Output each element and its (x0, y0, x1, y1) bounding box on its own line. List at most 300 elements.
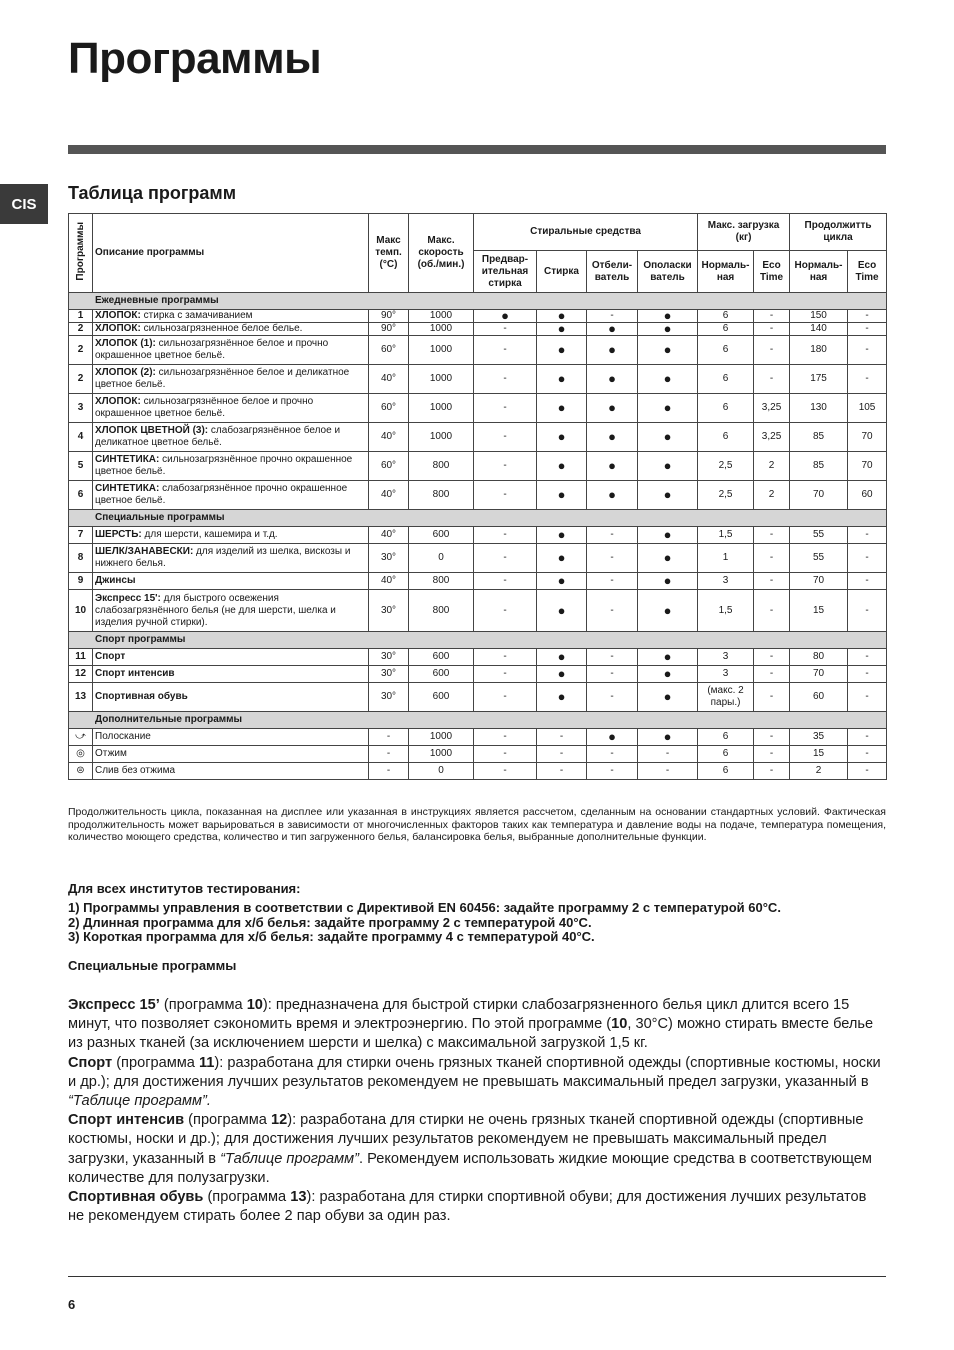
table-row (69, 746, 887, 763)
table-row (69, 527, 887, 544)
table-row (69, 323, 887, 336)
load-normal-cell: 3 (698, 649, 754, 666)
program-name: ШЕРСТЬ: (95, 529, 142, 540)
duration-eco-cell: - (848, 666, 887, 683)
bleach-cell: ● (587, 394, 638, 423)
speed-cell: 600 (409, 683, 474, 712)
load-eco-cell: - (754, 729, 790, 746)
header-duration: Продолжитть цикла (790, 214, 887, 251)
load-eco-cell: - (754, 590, 790, 632)
table-row (69, 481, 887, 510)
program-description (93, 763, 369, 780)
prewash-cell: - (474, 365, 537, 394)
header-max-speed: Макс. скорость (об./мин.) (409, 214, 474, 293)
temp-cell: 40° (369, 573, 409, 590)
program-number: 6 (69, 481, 93, 510)
prewash-cell: - (474, 336, 537, 365)
testing-list (68, 901, 781, 945)
wash-cell: ● (537, 452, 587, 481)
bleach-cell: ● (587, 365, 638, 394)
header-wash: Стирка (537, 251, 587, 293)
program-number: 7 (69, 527, 93, 544)
temp-cell: 60° (369, 336, 409, 365)
speed-cell: 1000 (409, 394, 474, 423)
program-text: для быстрого освежения слабозагрязнённого белья (не для шерсти, шелка и изделия ручной стирки). (95, 592, 336, 628)
table-row (69, 573, 887, 590)
prewash-cell: - (474, 452, 537, 481)
temp-cell: - (369, 763, 409, 780)
duration-footnote: Продолжительность цикла, показанная на дисплее или указанная в инструкциях является рассчетом, сделанным на основании стандартных условий. Фактическая продолжительность может варьироваться в зависимости от многочисленных факторов таких как температура и давление воды на подаче, температура помещения, количество моющего средства, количество и тип загруженного белья, балансировка белья, выбранные дополнительные функции. (68, 806, 886, 844)
program-description (93, 573, 369, 590)
section-row (69, 293, 887, 310)
program-number: 12 (69, 666, 93, 683)
duration-eco-cell: - (848, 649, 887, 666)
duration-eco-cell: - (848, 310, 887, 323)
speed-cell: 600 (409, 649, 474, 666)
temp-cell: 40° (369, 527, 409, 544)
duration-normal-cell: 85 (790, 423, 848, 452)
speed-cell: 1000 (409, 746, 474, 763)
bleach-cell: ● (587, 729, 638, 746)
load-normal-cell: 2,5 (698, 481, 754, 510)
table-section-title: Таблица программ (68, 183, 237, 203)
section-row (69, 712, 887, 729)
softener-cell: ● (638, 423, 698, 452)
softener-cell: ● (638, 683, 698, 712)
load-normal-cell: 6 (698, 365, 754, 394)
wash-cell: ● (537, 423, 587, 452)
program-description (93, 746, 369, 763)
duration-eco-cell: - (848, 323, 887, 336)
load-normal-cell: (макс. 2 пары.) (698, 683, 754, 712)
table-row (69, 365, 887, 394)
duration-normal-cell: 60 (790, 683, 848, 712)
program-number: 10 (69, 590, 93, 632)
program-text: слабозагрязнённое белое и деликатное цветное бельё. (95, 425, 341, 448)
program-symbol-icon: ◎ (69, 746, 93, 763)
wash-cell: ● (537, 336, 587, 365)
speed-cell: 1000 (409, 336, 474, 365)
prewash-cell: - (474, 573, 537, 590)
bleach-cell: - (587, 666, 638, 683)
program-text: сильнозагрязнённое белое и прочно окрашенное цветное бельё. (95, 396, 314, 419)
wash-cell: - (537, 763, 587, 780)
duration-normal-cell: 140 (790, 323, 848, 336)
section-label: Ежедневные программы (69, 293, 887, 310)
program-number: 2 (69, 365, 93, 394)
wash-cell: ● (537, 649, 587, 666)
testing-item: 3) Короткая программа для х/б белья: задайте программу 4 с температурой 40°C. (68, 929, 595, 944)
softener-cell: ● (638, 666, 698, 683)
duration-eco-cell: 60 (848, 481, 887, 510)
bleach-cell: - (587, 649, 638, 666)
speed-cell: 1000 (409, 729, 474, 746)
temp-cell: 90° (369, 323, 409, 336)
wash-cell: ● (537, 323, 587, 336)
header-prewash: Предвар-ительная стирка (474, 251, 537, 293)
program-name: ХЛОПОК (1): (95, 338, 156, 349)
special-programs-text (68, 996, 886, 1226)
prewash-cell: - (474, 666, 537, 683)
softener-cell: ● (638, 527, 698, 544)
header-dur-eco: Eco Time (848, 251, 887, 293)
table-row (69, 649, 887, 666)
duration-normal-cell: 130 (790, 394, 848, 423)
load-eco-cell: - (754, 544, 790, 573)
speed-cell: 600 (409, 666, 474, 683)
header-detergents: Стиральные средства (474, 214, 698, 251)
program-description (93, 394, 369, 423)
load-eco-cell: - (754, 746, 790, 763)
load-normal-cell: 6 (698, 423, 754, 452)
load-normal-cell: 6 (698, 310, 754, 323)
wash-cell: ● (537, 573, 587, 590)
program-name: ХЛОПОК: (95, 310, 141, 321)
express-paragraph: Экспресс 15’ (программа 10): предназначена для быстрой стирки слабозагрязненного белья цикл длится всего 15 минут, что позволяет сэкономить время и электроэнергию. По этой программе (10, 30°C) можно стирать вместе белье из разных тканей (за исключением шерсти и шелка) с максимальной загрузкой 1,5 кг. (68, 997, 874, 1052)
softener-cell: ● (638, 649, 698, 666)
wash-cell: ● (537, 394, 587, 423)
wash-cell: ● (537, 683, 587, 712)
bleach-cell: - (587, 590, 638, 632)
softener-cell: ● (638, 336, 698, 365)
duration-eco-cell: 105 (848, 394, 887, 423)
sport-intensive-paragraph: Спорт интенсив (программа 12): разработана для стирки не очень грязных тканей спортивной одежды (спортивные костюмы, носки и др.); для достижения лучших результатов рекомендуем не превышать максимальный предел загрузки, указанный в “Таблице программ”. Рекомендуем использовать жидкие моющие средства в соответствующем количестве для полузагрузки. (68, 1112, 872, 1186)
program-text: Отжим (95, 748, 127, 759)
program-number: 11 (69, 649, 93, 666)
program-description (93, 323, 369, 336)
load-eco-cell: - (754, 527, 790, 544)
program-name: ХЛОПОК ЦВЕТНОЙ (3): (95, 425, 209, 436)
duration-normal-cell: 70 (790, 666, 848, 683)
bleach-cell: ● (587, 423, 638, 452)
temp-cell: 60° (369, 394, 409, 423)
bleach-cell: ● (587, 323, 638, 336)
duration-eco-cell: - (848, 544, 887, 573)
program-text: сильнозагрязнённое прочно окрашенное цветное бельё. (95, 454, 353, 477)
duration-eco-cell: - (848, 365, 887, 394)
table-row (69, 452, 887, 481)
softener-cell: ● (638, 365, 698, 394)
header-load-eco: Eco Time (754, 251, 790, 293)
prewash-cell: ● (474, 310, 537, 323)
page-number: 6 (68, 1297, 76, 1312)
program-description (93, 310, 369, 323)
temp-cell: 30° (369, 590, 409, 632)
speed-cell: 0 (409, 544, 474, 573)
program-name: Экспресс 15': (95, 592, 161, 604)
duration-normal-cell: 180 (790, 336, 848, 365)
temp-cell: 90° (369, 310, 409, 323)
load-normal-cell: 6 (698, 323, 754, 336)
table-row (69, 763, 887, 780)
program-number: 1 (69, 310, 93, 323)
program-text: для шерсти, кашемира и т.д. (141, 529, 278, 540)
program-text: слабозагрязнённое прочно окрашенное цветное бельё. (95, 483, 348, 506)
load-eco-cell: 2 (754, 452, 790, 481)
speed-cell: 800 (409, 481, 474, 510)
temp-cell: 40° (369, 365, 409, 394)
load-eco-cell: - (754, 666, 790, 683)
table-row (69, 683, 887, 712)
program-text: сильнозагрязненное белое белье. (140, 323, 303, 334)
temp-cell: 30° (369, 683, 409, 712)
speed-cell: 1000 (409, 310, 474, 323)
testing-title: Для всех институтов тестирования: (68, 881, 301, 896)
speed-cell: 1000 (409, 323, 474, 336)
load-eco-cell: - (754, 365, 790, 394)
duration-normal-cell: 85 (790, 452, 848, 481)
duration-normal-cell: 55 (790, 544, 848, 573)
duration-normal-cell: 150 (790, 310, 848, 323)
speed-cell: 1000 (409, 423, 474, 452)
program-number: 3 (69, 394, 93, 423)
header-load-normal: Нормаль-ная (698, 251, 754, 293)
speed-cell: 800 (409, 573, 474, 590)
load-normal-cell: 1,5 (698, 527, 754, 544)
load-normal-cell: 3 (698, 573, 754, 590)
table-row (69, 310, 887, 323)
prewash-cell: - (474, 729, 537, 746)
load-eco-cell: 2 (754, 481, 790, 510)
wash-cell: ● (537, 544, 587, 573)
program-description (93, 649, 369, 666)
load-eco-cell: - (754, 336, 790, 365)
table-row (69, 394, 887, 423)
speed-cell: 800 (409, 590, 474, 632)
wash-cell: ● (537, 590, 587, 632)
program-description (93, 683, 369, 712)
temp-cell: 30° (369, 649, 409, 666)
load-eco-cell: - (754, 763, 790, 780)
load-eco-cell: - (754, 683, 790, 712)
duration-eco-cell: - (848, 527, 887, 544)
temp-cell: - (369, 729, 409, 746)
softener-cell: ● (638, 323, 698, 336)
bleach-cell: ● (587, 336, 638, 365)
program-name: ХЛОПОК (2): (95, 367, 156, 378)
prewash-cell: - (474, 394, 537, 423)
program-description (93, 452, 369, 481)
duration-normal-cell: 80 (790, 649, 848, 666)
duration-normal-cell: 175 (790, 365, 848, 394)
program-description (93, 481, 369, 510)
duration-eco-cell: - (848, 763, 887, 780)
program-name: ХЛОПОК: (95, 396, 141, 407)
prewash-cell: - (474, 423, 537, 452)
bottom-divider (68, 1276, 886, 1277)
softener-cell: - (638, 763, 698, 780)
softener-cell: ● (638, 310, 698, 323)
softener-cell: ● (638, 573, 698, 590)
load-normal-cell: 1 (698, 544, 754, 573)
duration-eco-cell: - (848, 573, 887, 590)
temp-cell: 40° (369, 481, 409, 510)
section-label: Дополнительные программы (69, 712, 887, 729)
header-bleach: Отбели-ватель (587, 251, 638, 293)
program-description (93, 336, 369, 365)
header-softener: Ополаски ватель (638, 251, 698, 293)
header-description: Описание программы (93, 214, 369, 293)
wash-cell: ● (537, 310, 587, 323)
load-normal-cell: 2,5 (698, 452, 754, 481)
programs-table (68, 213, 887, 780)
program-name: Джинсы (95, 575, 136, 586)
program-text: Полоскание (95, 731, 151, 742)
program-name: СИНТЕТИКА: (95, 483, 160, 494)
temp-cell: 30° (369, 666, 409, 683)
softener-cell: ● (638, 481, 698, 510)
program-number: 13 (69, 683, 93, 712)
softener-cell: ● (638, 394, 698, 423)
duration-eco-cell: - (848, 336, 887, 365)
temp-cell: - (369, 746, 409, 763)
section-row (69, 510, 887, 527)
wash-cell: ● (537, 527, 587, 544)
prewash-cell: - (474, 527, 537, 544)
load-normal-cell: 6 (698, 729, 754, 746)
program-name: СИНТЕТИКА: (95, 454, 160, 465)
prewash-cell: - (474, 763, 537, 780)
program-description (93, 729, 369, 746)
speed-cell: 0 (409, 763, 474, 780)
wash-cell: ● (537, 481, 587, 510)
program-text: для изделий из шелка, вискозы и нижнего белья. (95, 546, 351, 569)
program-name: Спорт (95, 651, 126, 662)
special-programs-title: Специальные программы (68, 958, 237, 973)
bleach-cell: - (587, 310, 638, 323)
bleach-cell: - (587, 527, 638, 544)
section-label: Специальные программы (69, 510, 887, 527)
program-name: ШЕЛК/ЗАНАВЕСКИ: (95, 546, 194, 557)
program-text: стирка с замачиванием (140, 310, 253, 321)
table-row (69, 590, 887, 632)
wash-cell: ● (537, 666, 587, 683)
section-row (69, 632, 887, 649)
duration-normal-cell: 35 (790, 729, 848, 746)
program-name: ХЛОПОК: (95, 323, 141, 334)
duration-normal-cell: 70 (790, 573, 848, 590)
sport-shoes-paragraph: Спортивная обувь (программа 13): разработана для стирки спортивной обуви; для достижения лучших результатов не рекомендуем стирать более 2 пар обуви за один раз. (68, 1189, 867, 1225)
bleach-cell: - (587, 573, 638, 590)
header-programs: Программы (69, 214, 93, 293)
program-description (93, 590, 369, 632)
program-name: Спорт интенсив (95, 668, 175, 679)
program-number: 2 (69, 323, 93, 336)
program-number: 9 (69, 573, 93, 590)
load-normal-cell: 6 (698, 763, 754, 780)
program-text: сильнозагрязнённое белое и деликатное цветное бельё. (95, 367, 350, 390)
load-eco-cell: 3,25 (754, 394, 790, 423)
program-symbol-icon: ⊜ (69, 763, 93, 780)
header-dur-normal: Нормаль-ная (790, 251, 848, 293)
load-eco-cell: - (754, 310, 790, 323)
load-normal-cell: 6 (698, 336, 754, 365)
prewash-cell: - (474, 323, 537, 336)
duration-eco-cell: - (848, 746, 887, 763)
bleach-cell: - (587, 544, 638, 573)
program-description (93, 544, 369, 573)
temp-cell: 30° (369, 544, 409, 573)
prewash-cell: - (474, 746, 537, 763)
program-text: сильнозагрязнённое белое и прочно окрашенное цветное бельё. (95, 338, 329, 361)
bleach-cell: ● (587, 452, 638, 481)
load-normal-cell: 3 (698, 666, 754, 683)
table-row (69, 666, 887, 683)
header-max-load: Макс. загрузка (кг) (698, 214, 790, 251)
speed-cell: 1000 (409, 365, 474, 394)
header-max-temp: Макс темп. (°C) (369, 214, 409, 293)
table-row (69, 336, 887, 365)
load-normal-cell: 6 (698, 746, 754, 763)
duration-eco-cell: 70 (848, 452, 887, 481)
program-description (93, 365, 369, 394)
bleach-cell: - (587, 746, 638, 763)
duration-normal-cell: 15 (790, 590, 848, 632)
duration-normal-cell: 55 (790, 527, 848, 544)
load-eco-cell: - (754, 649, 790, 666)
duration-eco-cell: - (848, 590, 887, 632)
wash-cell: - (537, 729, 587, 746)
program-number: 2 (69, 336, 93, 365)
softener-cell: - (638, 746, 698, 763)
duration-eco-cell: - (848, 729, 887, 746)
prewash-cell: - (474, 649, 537, 666)
program-number: 4 (69, 423, 93, 452)
temp-cell: 40° (369, 423, 409, 452)
load-eco-cell: 3,25 (754, 423, 790, 452)
speed-cell: 600 (409, 527, 474, 544)
temp-cell: 60° (369, 452, 409, 481)
prewash-cell: - (474, 544, 537, 573)
page-title: Программы (68, 34, 322, 83)
softener-cell: ● (638, 544, 698, 573)
wash-cell: ● (537, 365, 587, 394)
duration-eco-cell: 70 (848, 423, 887, 452)
table-row (69, 729, 887, 746)
section-label: Спорт программы (69, 632, 887, 649)
top-divider (68, 145, 886, 154)
program-text: Слив без отжима (95, 765, 176, 776)
bleach-cell: - (587, 683, 638, 712)
bleach-cell: - (587, 763, 638, 780)
prewash-cell: - (474, 683, 537, 712)
program-name: Спортивная обувь (95, 691, 188, 702)
testing-item: 2) Длинная программа для х/б белья: задайте программу 2 с температурой 40°C. (68, 914, 592, 930)
program-description (93, 423, 369, 452)
load-normal-cell: 1,5 (698, 590, 754, 632)
table-row (69, 423, 887, 452)
bleach-cell: ● (587, 481, 638, 510)
duration-normal-cell: 70 (790, 481, 848, 510)
load-eco-cell: - (754, 573, 790, 590)
testing-item: 1) Программы управления в соответствии с Директивой EN 60456: задайте программу 2 с температурой 60°C. (68, 900, 781, 915)
program-symbol-icon: ⤻ (69, 729, 93, 746)
prewash-cell: - (474, 590, 537, 632)
program-description (93, 527, 369, 544)
program-description (93, 666, 369, 683)
load-eco-cell: - (754, 323, 790, 336)
softener-cell: ● (638, 452, 698, 481)
sport-paragraph: Спорт (программа 11): разработана для стирки очень грязных тканей спортивной одежды (спортивные костюмы, носки и др.); для достижения лучших результатов рекомендуем не превышать максимальный предел загрузки, указанный в “Таблице программ”. (68, 1054, 881, 1110)
program-number: 5 (69, 452, 93, 481)
softener-cell: ● (638, 590, 698, 632)
region-tab: CIS (0, 184, 48, 224)
wash-cell: - (537, 746, 587, 763)
program-number: 8 (69, 544, 93, 573)
duration-normal-cell: 15 (790, 746, 848, 763)
softener-cell: ● (638, 729, 698, 746)
duration-eco-cell: - (848, 683, 887, 712)
